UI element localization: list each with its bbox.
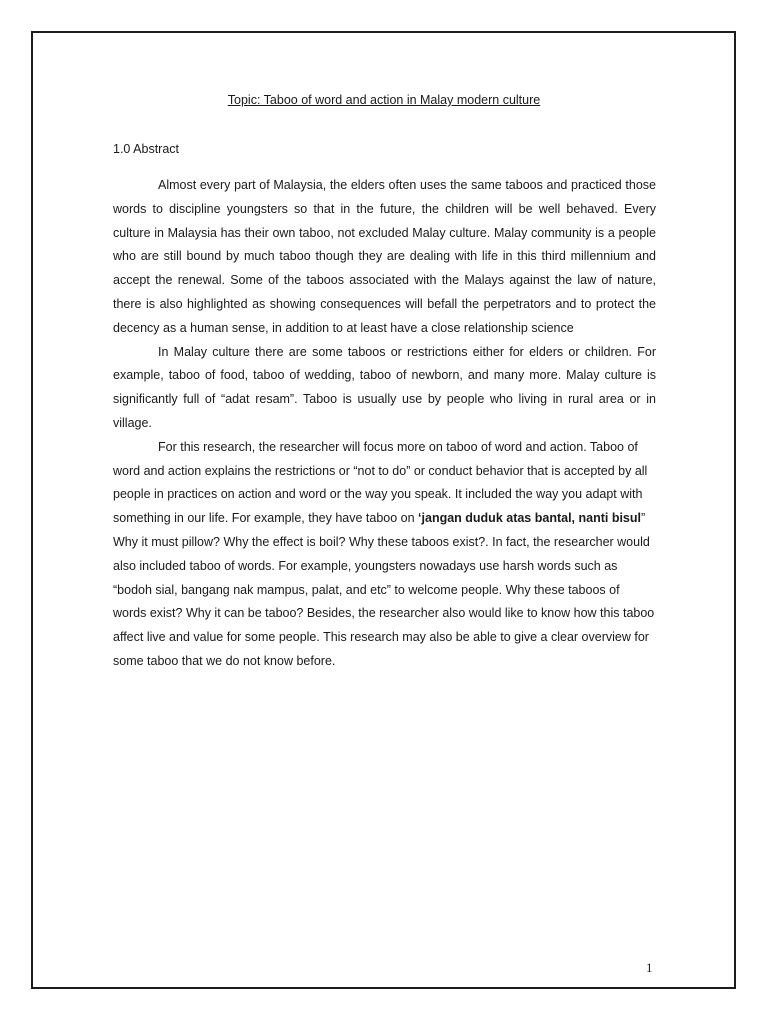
paragraph-3-text-start: For this research, the researcher will focus more on taboo of word and action. Taboo of word and action explains the restrictions or “not to do” or conduct behavior that is accepted by all people in practices on action and word or the way you speak. It included the way you adapt with something in our life. For example, they have taboo on: [113, 439, 648, 526]
paragraph-3-text-end: ” Why it must pillow? Why the effect is boil? Why these taboos exist?. In fact, the researcher would also included taboo of words. For example, youngsters nowadays use harsh words such as “bodoh sial, bangang nak mampus, palat, and etc” to welcome people. Why these taboos of words exist? Why it can be taboo? Besides, the researcher also would like to know how this taboo affect live and value for some people. This research may also be able to give a clear overview for some taboo that we do not know before.: [113, 511, 655, 668]
paragraph-3: [113, 436, 656, 674]
paragraph-2: In Malay culture there are some taboos or restrictions either for elders or children. For example, taboo of food, taboo of wedding, taboo of newborn, and many more. Malay culture is significantly full of “adat resam”. Taboo is usually use by people who living in rural area or in village.: [113, 344, 656, 430]
abstract-body: [113, 174, 656, 674]
page-number: 1: [646, 960, 653, 975]
paragraph-3-bold-taboo-phrase: ‘jangan duduk atas bantal, nanti bisul: [418, 511, 641, 526]
document-title: Topic: Taboo of word and action in Malay modern culture: [227, 93, 541, 107]
paragraph-1: Almost every part of Malaysia, the elders often uses the same taboos and practiced those words to discipline youngsters so that in the future, the children will be well behaved. Every culture in Malaysia has their own taboo, not excluded Malay culture. Malay community is a people who are still bound by much taboo though they are dealing with life in this third millennium and accept the renewal. Some of the taboos associated with the Malays against the law of nature, there is also highlighted as showing consequences will befall the perpetrators and to protect the decency as a human sense, in addition to at least have a close relationship science: [113, 178, 656, 335]
section-heading-abstract: 1.0 Abstract: [113, 142, 180, 156]
